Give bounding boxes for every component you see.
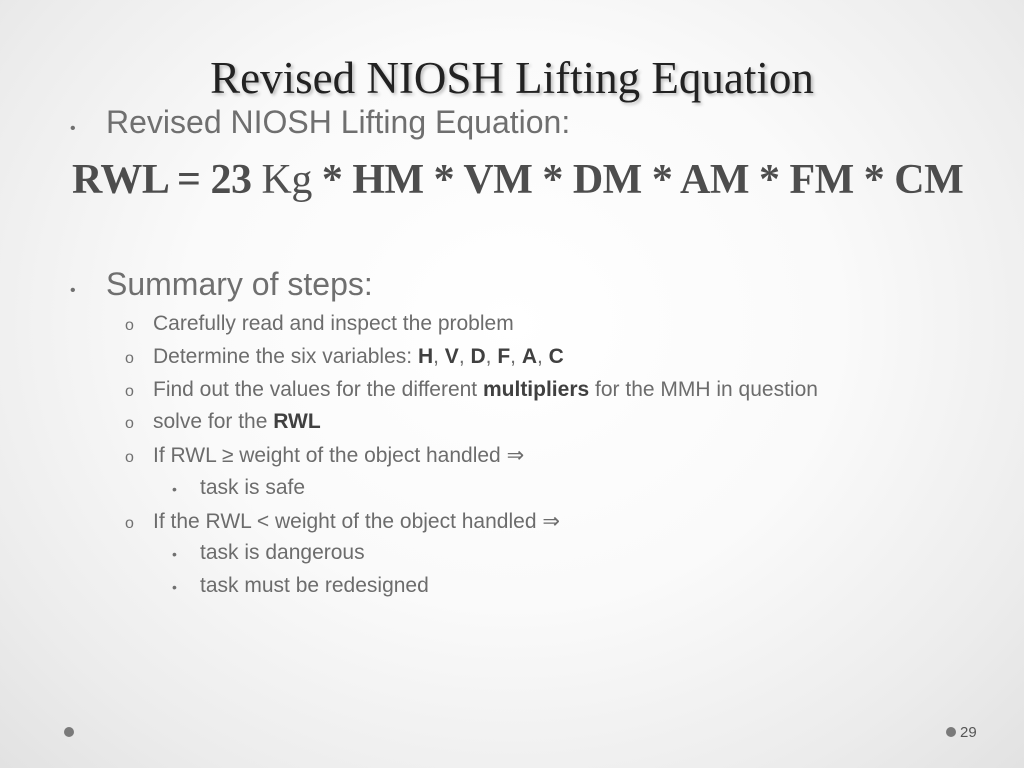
step-item (125, 509, 560, 534)
step-text: Carefully read and inspect the problem (153, 312, 514, 335)
page-number: 29 (960, 724, 977, 741)
formula-lhs: RWL = 23 (72, 157, 262, 203)
variable-a: A (521, 345, 537, 368)
step-item (125, 378, 818, 402)
sub-step-item (172, 476, 305, 500)
footer-dot-icon (946, 727, 956, 737)
circle-o-icon: o (125, 415, 134, 432)
intro-bullet-item (70, 104, 570, 141)
summary-bullet-item (70, 266, 373, 303)
small-bullet-icon: • (172, 579, 177, 595)
sub-step-item (172, 541, 365, 565)
step-item (125, 410, 321, 434)
step-text: Determine the six variables: H, V, D, F, A, C (153, 345, 564, 368)
circle-o-icon: o (125, 449, 134, 466)
small-bullet-icon: • (172, 481, 177, 497)
circle-o-icon: o (125, 317, 134, 334)
sub-step-text: task is dangerous (200, 541, 365, 564)
variable-f: F (497, 345, 511, 368)
formula-multipliers: * HM * VM * DM * AM * FM * CM (311, 157, 964, 203)
step-item (125, 345, 564, 369)
sub-step-text: task must be redesigned (200, 574, 429, 597)
variable-d: D (470, 345, 486, 368)
small-bullet-icon: • (172, 546, 177, 562)
circle-o-icon: o (125, 383, 134, 400)
circle-o-icon: o (125, 515, 134, 532)
sub-step-item (172, 574, 429, 598)
footer-dot-icon (64, 727, 74, 737)
variable-c: C (548, 345, 564, 368)
step-item (125, 312, 514, 336)
intro-label: Revised NIOSH Lifting Equation: (106, 104, 571, 140)
rwl-term: RWL (273, 410, 321, 433)
variable-h: H (417, 345, 434, 368)
circle-o-icon: o (125, 350, 134, 367)
step-text: If RWL ≥ weight of the object handled ⇒ (153, 444, 525, 467)
variable-v: V (444, 345, 459, 368)
bullet-dot-icon: • (70, 120, 76, 137)
step-text: Find out the values for the different multipliers for the MMH in question (153, 378, 818, 401)
sub-step-text: task is safe (200, 476, 306, 499)
multipliers-term: multipliers (482, 378, 590, 401)
slide-title: Revised NIOSH Lifting Equation (210, 53, 814, 103)
rwl-formula (72, 156, 963, 204)
step-item (125, 443, 524, 468)
step-text: solve for the RWL (153, 410, 321, 433)
formula-unit: Kg (261, 157, 312, 203)
step-text: If the RWL < weight of the object handled ⇒ (153, 510, 560, 533)
bullet-dot-icon: • (70, 282, 76, 299)
summary-heading: Summary of steps: (106, 266, 373, 302)
